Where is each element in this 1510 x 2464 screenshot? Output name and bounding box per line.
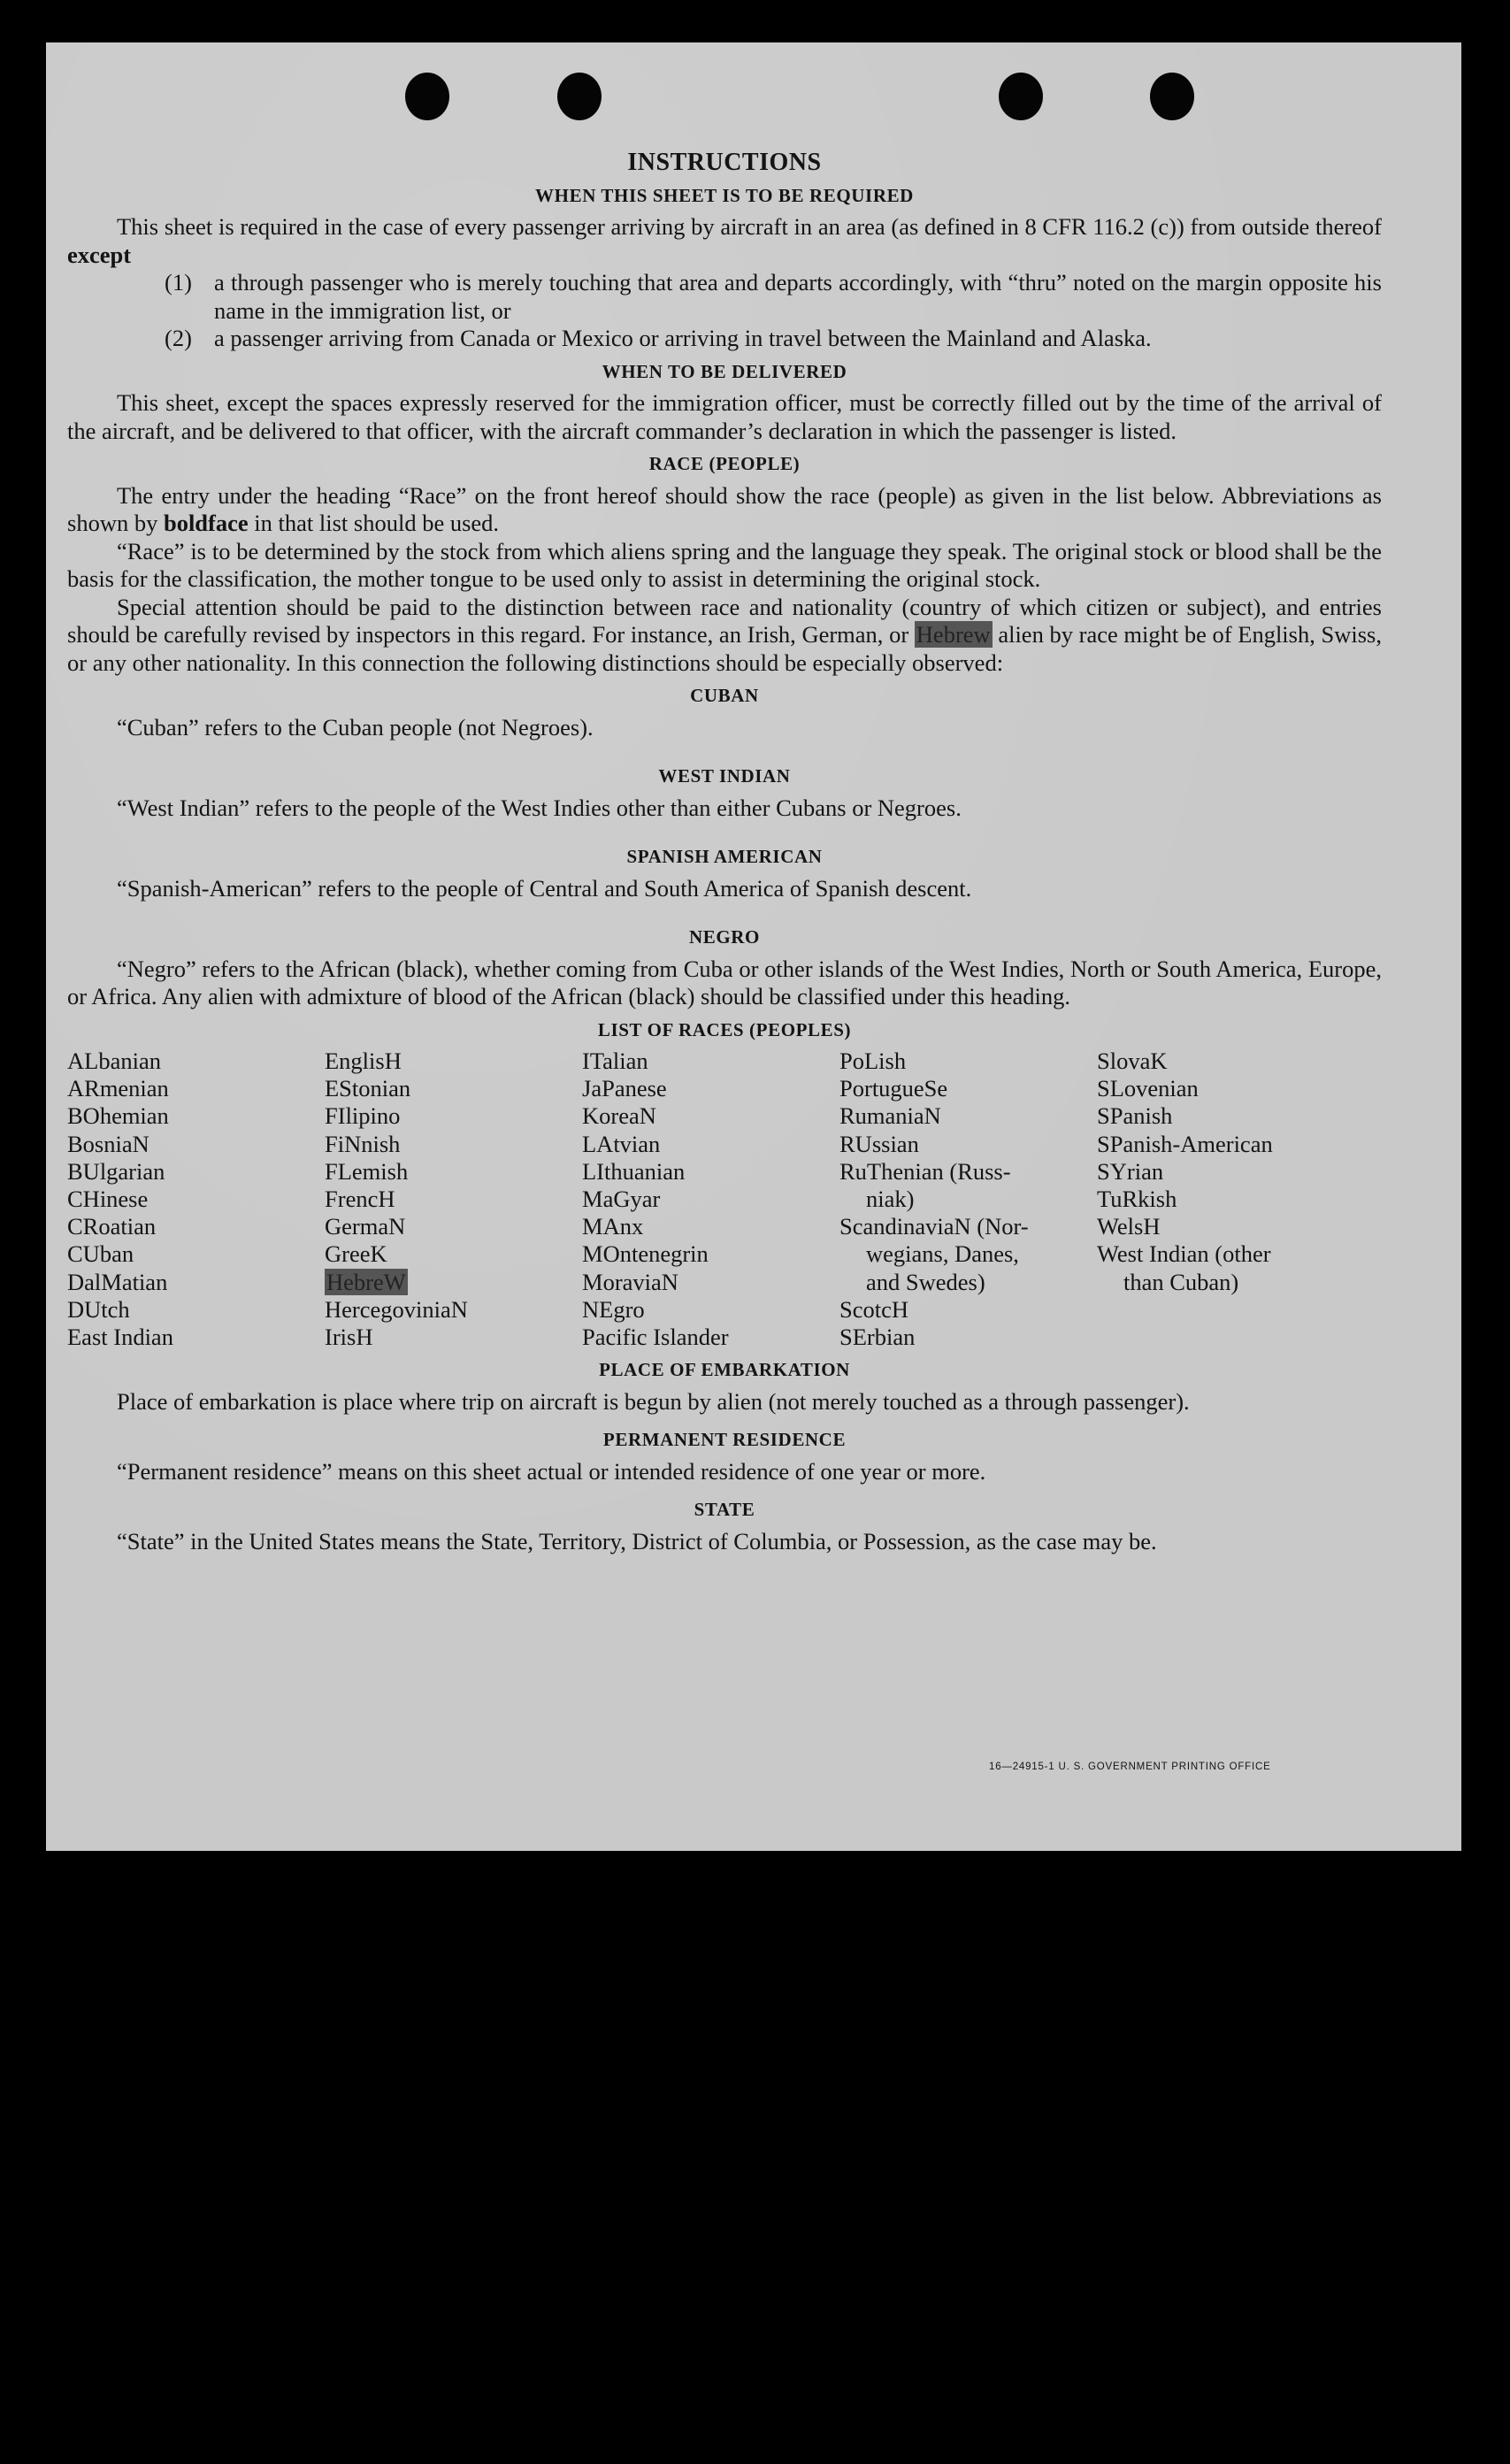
race-paragraph: “Race” is to be determined by the stock from which aliens spring and the language they speak. The original stock or blood shall be the basis for the classification, the mother tongue to be used only to assist in determining the original stock. <box>67 537 1382 592</box>
race-entry: WelsH <box>1097 1213 1161 1240</box>
punch-hole <box>405 73 449 120</box>
race-entry: NEgro <box>582 1295 645 1323</box>
race-entry: FiNnish <box>325 1130 401 1157</box>
race-entry: West Indian (other <box>1097 1240 1271 1268</box>
races-column <box>67 1048 325 1351</box>
section-heading-required: WHEN THIS SHEET IS TO BE REQUIRED <box>535 184 914 206</box>
races-table <box>67 1048 1382 1351</box>
race-entry: EnglisH <box>325 1048 402 1074</box>
race-entry: RuThenian (Russ- <box>839 1157 1011 1185</box>
race-entry: HercegoviniaN <box>325 1295 468 1323</box>
race-entry: East Indian <box>67 1324 173 1351</box>
section-heading-delivered: WHEN TO BE DELIVERED <box>602 360 847 382</box>
races-column <box>325 1048 582 1351</box>
section-heading-embarkation: PLACE OF EMBARKATION <box>599 1359 850 1381</box>
race-entry: BosniaN <box>67 1130 149 1157</box>
race-entry: MAnx <box>582 1213 644 1240</box>
race-entry: MaGyar <box>582 1186 661 1213</box>
race-entry: MoraviaN <box>582 1268 678 1295</box>
punch-hole <box>999 73 1043 120</box>
list-of-races-heading: LIST OF RACES (PEOPLES) <box>597 1018 852 1040</box>
race-entry: JaPanese <box>582 1075 667 1102</box>
race-paragraph: Special attention should be paid to the distinction between race and nationality (country of which citizen or subject), and entries should be carefully revised by inspectors in this regard. For instance, an Irish, German, or Hebrew alien by race might be of English, Swiss, or any other nationality. In this connection the following distinctions should be especially observed: <box>67 593 1382 676</box>
punch-hole <box>1150 73 1194 120</box>
redacted-word: Hebrew <box>916 621 991 648</box>
cuban-text: “Cuban” refers to the Cuban people (not Negroes). <box>117 713 594 741</box>
race-entry: SLovenian <box>1097 1075 1199 1102</box>
race-entry: CRoatian <box>67 1213 157 1240</box>
race-entry: ALbanian <box>67 1048 161 1074</box>
race-entry: IrisH <box>325 1324 373 1351</box>
section-heading-west-indian: WEST INDIAN <box>658 765 791 787</box>
race-entry: DUtch <box>67 1295 130 1323</box>
race-entry: LIthuanian <box>582 1157 686 1185</box>
list-item: (2) a passenger arriving from Canada or Mexico or arriving in travel between the Mainland and Alaska. <box>165 325 1152 351</box>
section-heading-race: RACE (PEOPLE) <box>648 453 801 474</box>
race-paragraph: The entry under the heading “Race” on the front hereof should show the race (people) as given in the list below. Abbreviations as shown by boldface in that list should be used. <box>67 481 1382 536</box>
race-entry: ARmenian <box>67 1075 169 1102</box>
state-text: “State” in the United States means the State, Territory, District of Columbia, or Possession, as the case may be. <box>117 1527 1157 1554</box>
race-entry: RUssian <box>839 1130 919 1157</box>
race-entry: ITalian <box>582 1048 648 1074</box>
race-entry: SErbian <box>839 1324 916 1351</box>
race-entry: RumaniaN <box>839 1102 941 1130</box>
section-heading-spanish-american: SPANISH AMERICAN <box>626 846 823 867</box>
race-entry: MOntenegrin <box>582 1240 709 1268</box>
printing-office-imprint: 16—24915-1 U. S. GOVERNMENT PRINTING OFFICE <box>989 1762 1271 1772</box>
spanish-american-text: “Spanish-American” refers to the people of Central and South America of Spanish descent. <box>117 874 972 902</box>
race-entry: CHinese <box>67 1186 149 1213</box>
races-column <box>1097 1048 1362 1351</box>
race-entry: and Swedes) <box>866 1268 985 1295</box>
document-sheet <box>46 42 1461 1851</box>
race-entry: SPanish-American <box>1097 1130 1273 1157</box>
delivered-text: This sheet, except the spaces expressly reserved for the immigration officer, must be correctly filled out by the time of the arrival of the aircraft, and be delivered to that officer, with the aircraft commander’s declaration in which the passenger is listed. <box>67 389 1382 444</box>
race-entry: KoreaN <box>582 1102 656 1130</box>
race-entry: CUban <box>67 1240 134 1268</box>
race-entry: than Cuban) <box>1123 1268 1239 1295</box>
race-entry: HebreW <box>326 1268 406 1295</box>
race-entry: wegians, Danes, <box>866 1240 1019 1268</box>
races-column <box>839 1048 1097 1351</box>
instructions-body <box>67 149 1382 1555</box>
race-entry: EStonian <box>325 1075 411 1102</box>
embarkation-text: Place of embarkation is place where trip on aircraft is begun by alien (not merely touched as a through passenger). <box>117 1387 1190 1415</box>
races-column <box>582 1048 839 1351</box>
section-heading-cuban: CUBAN <box>690 685 759 706</box>
race-entry: ScandinaviaN (Nor- <box>839 1213 1029 1240</box>
race-entry: DalMatian <box>67 1268 168 1295</box>
race-entry: FrencH <box>325 1186 395 1213</box>
race-entry: LAtvian <box>582 1130 661 1157</box>
page-title: INSTRUCTIONS <box>627 149 822 176</box>
race-entry: BUlgarian <box>67 1157 165 1185</box>
race-entry: BOhemian <box>67 1102 169 1130</box>
negro-text: “Negro” refers to the African (black), whether coming from Cuba or other islands of the West Indies, North or South America, Europe, or Africa. Any alien with admixture of blood of the African (black) should be classified under this heading. <box>67 955 1382 1009</box>
race-entry: SPanish <box>1097 1102 1173 1130</box>
race-entry: GreeK <box>325 1240 387 1268</box>
punch-hole <box>557 73 602 120</box>
race-entry: niak) <box>866 1186 915 1213</box>
race-entry: PortugueSe <box>839 1075 948 1102</box>
race-entry: PoLish <box>839 1048 907 1074</box>
list-item: (1) a through passenger who is merely touching that area and departs accordingly, with “thru” noted on the margin opposite his name in the immigration list, or <box>165 269 1382 324</box>
race-entry: SYrian <box>1097 1157 1164 1185</box>
residence-text: “Permanent residence” means on this sheet actual or intended residence of one year or more. <box>117 1457 986 1485</box>
section-heading-residence: PERMANENT RESIDENCE <box>602 1429 847 1451</box>
race-entry: ScotcH <box>839 1295 909 1323</box>
race-entry: Pacific Islander <box>582 1324 729 1351</box>
race-entry: GermaN <box>325 1213 406 1240</box>
race-entry: FLemish <box>325 1157 409 1185</box>
section-heading-negro: NEGRO <box>688 926 760 948</box>
west-indian-text: “West Indian” refers to the people of the West Indies other than either Cubans or Negroes. <box>117 794 962 821</box>
required-intro: This sheet is required in the case of every passenger arriving by aircraft in an area (as defined in 8 CFR 116.2 (c)) from outside thereof except <box>67 213 1382 268</box>
race-entry: FIlipino <box>325 1102 401 1130</box>
race-entry: TuRkish <box>1097 1186 1177 1213</box>
race-entry: SlovaK <box>1097 1048 1168 1074</box>
section-heading-state: STATE <box>694 1499 755 1521</box>
